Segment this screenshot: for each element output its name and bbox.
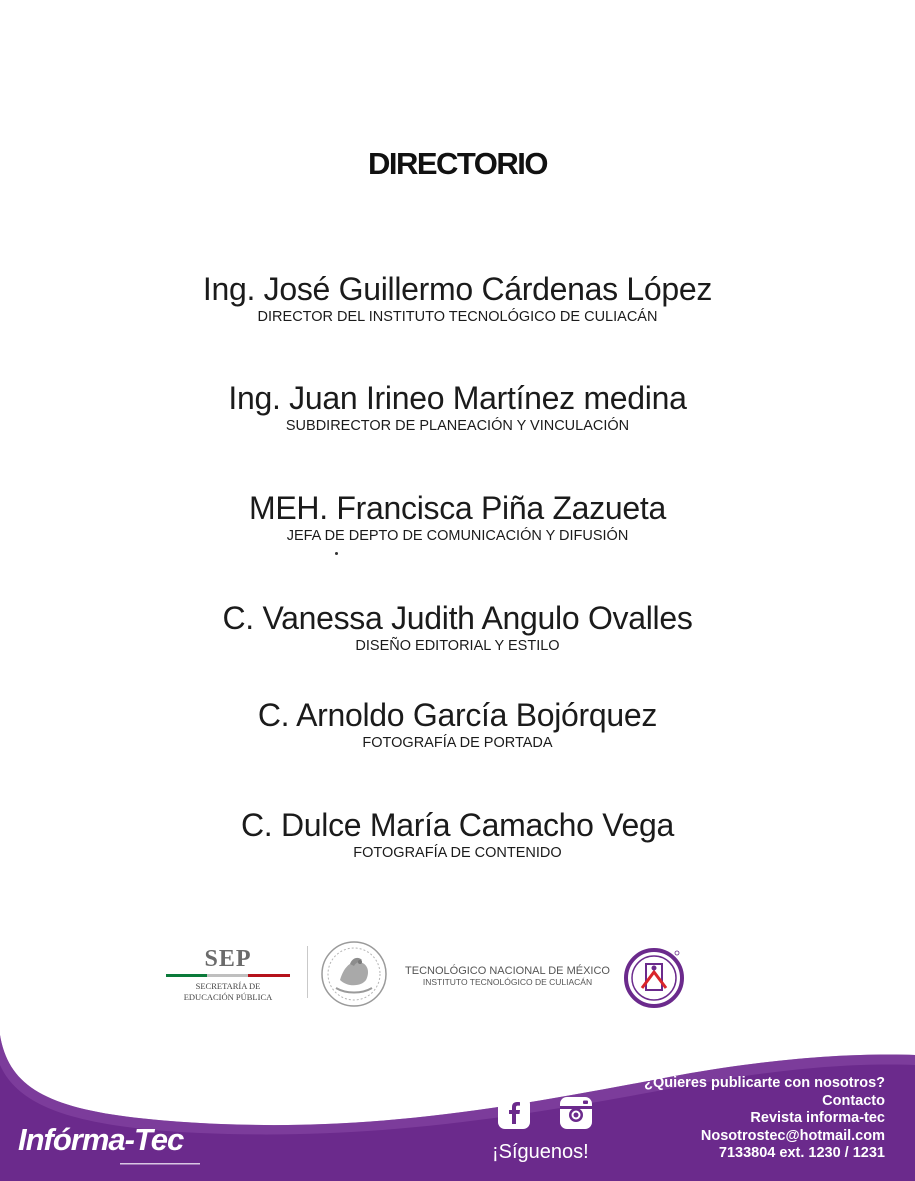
directory-entry — [0, 696, 915, 752]
person-name: C. Dulce María Camacho Vega — [241, 807, 674, 843]
mexican-coat-of-arms-icon — [320, 940, 388, 1008]
person-name: MEH. Francisca Piña Zazueta — [249, 490, 666, 526]
brand-logo — [18, 1122, 183, 1158]
institution-logos — [160, 940, 700, 1010]
sep-logo — [166, 946, 290, 1003]
tecnm-text-logo — [400, 965, 615, 987]
contact-phone: 7133804 ext. 1230 / 1231 — [718, 1145, 885, 1161]
sep-line-1: SECRETARÍA DE — [195, 981, 261, 991]
page-title: DIRECTORIO — [367, 146, 548, 181]
person-name: Ing. José Guillermo Cárdenas López — [202, 271, 713, 307]
person-name: C. Arnoldo García Bojórquez — [257, 697, 658, 733]
contact-question: ¿Quieres publicarte con nosotros? — [644, 1075, 885, 1091]
sep-color-bar — [166, 974, 290, 977]
instagram-icon[interactable] — [559, 1096, 593, 1130]
person-role: DISEÑO EDITORIAL Y ESTILO — [355, 638, 560, 654]
person-role: DIRECTOR DEL INSTITUTO TECNOLÓGICO DE CULIACÁN — [257, 309, 658, 325]
directory-entry — [0, 270, 915, 326]
brand-text: Infórma-Tec — [18, 1122, 184, 1157]
follow-us-label: ¡Síguenos! — [492, 1141, 589, 1163]
logo-divider — [307, 946, 308, 998]
person-role: FOTOGRAFÍA DE PORTADA — [362, 735, 553, 751]
directory-entry — [0, 489, 915, 545]
person-role: SUBDIRECTOR DE PLANEACIÓN Y VINCULACIÓN — [285, 418, 630, 434]
contact-block — [644, 1075, 885, 1163]
person-name: C. Vanessa Judith Angulo Ovalles — [222, 600, 693, 636]
directory-entry — [0, 379, 915, 435]
sep-line-2: EDUCACIÓN PÚBLICA — [183, 992, 273, 1002]
contact-email[interactable]: Nosotrostec@hotmail.com — [700, 1127, 885, 1144]
stray-dot — [335, 552, 338, 555]
contact-magazine: Revista informa-tec — [750, 1110, 885, 1126]
brand-tagline-bar — [120, 1162, 200, 1166]
directory-entry — [0, 806, 915, 862]
directory-entry — [0, 599, 915, 655]
person-name: Ing. Juan Irineo Martínez medina — [228, 380, 687, 416]
tecnm-line-1: TECNOLÓGICO NACIONAL DE MÉXICO — [405, 965, 610, 977]
person-role: JEFA DE DEPTO DE COMUNICACIÓN Y DIFUSIÓN — [286, 528, 629, 544]
contact-label: Contacto — [822, 1092, 885, 1109]
facebook-icon[interactable] — [497, 1096, 531, 1130]
tecnm-line-2: INSTITUTO TECNOLÓGICO DE CULIACÁN — [422, 977, 593, 987]
person-role: FOTOGRAFÍA DE CONTENIDO — [353, 845, 562, 861]
sep-wordmark: SEP — [204, 946, 252, 972]
itc-emblem-icon — [624, 948, 684, 1008]
